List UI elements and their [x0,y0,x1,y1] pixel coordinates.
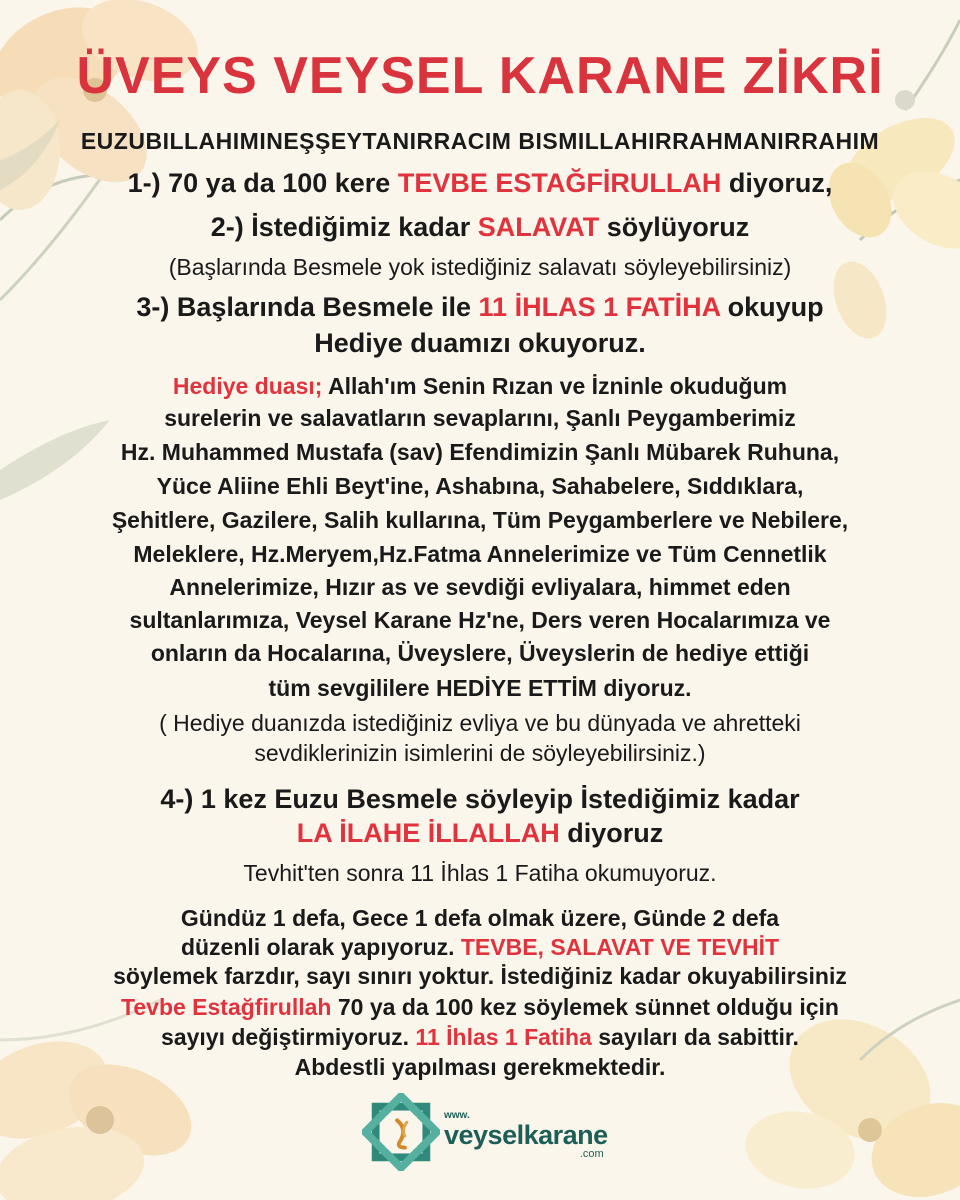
step-2 [0,212,960,243]
closing-line-5-highlight: 11 İhlas 1 Fatiha [415,1024,592,1050]
closing-line [0,934,960,961]
step-4-highlight: LA İLAHE İLLALLAH [296,818,560,848]
logo-www: www. [444,1110,470,1121]
closing-line-4-suffix: 70 ya da 100 kez söylemek sünnet olduğu için [331,994,839,1020]
step-2-suffix: söylüyoruz [599,212,750,242]
logo-text [444,1111,608,1159]
closing-line-2-prefix: düzenli olarak yapıyoruz. [180,934,461,960]
closing-line-5-suffix: sayıları da sabittir. [591,1024,799,1050]
closing-line-2-highlight: TEVBE, SALAVAT VE TEVHİT [460,934,780,960]
gift-prayer-line: Meleklere, Hz.Meryem,Hz.Fatma Annelerimize ve Tüm Cennetlik [133,541,827,567]
logo-mark-icon [362,1093,440,1171]
closing-line [0,994,960,1021]
step-2-note: (Başlarında Besmele yok istediğiniz salavatı söyleyebilirsiniz) [168,254,792,280]
closing-line: Gündüz 1 defa, Gece 1 defa olmak üzere, Günde 2 defa [180,905,780,931]
tevhit-note: Tevhit'ten sonra 11 İhlas 1 Fatiha okumuyoruz. [243,860,717,886]
gift-prayer-line: sultanlarımıza, Veysel Karane Hz'ne, Ders veren Hocalarımıza ve [129,607,831,633]
gift-note-line: ( Hediye duanızda istediğiniz evliya ve bu dünyada ve ahretteki [159,710,801,736]
step-3 [0,292,960,323]
gift-prayer-line: Hz. Muhammed Mustafa (sav) Efendimizin Şanlı Mübarek Ruhuna, [120,439,840,465]
page-title: ÜVEYS VEYSEL KARANE ZİKRİ [76,47,884,105]
gift-note-line: sevdiklerinizin isimlerini de söyleyebilirsiniz.) [254,740,706,766]
step-3-prefix: 3-) Başlarında Besmele ile [136,292,479,322]
step-2-highlight: SALAVAT [477,212,600,242]
step-3-suffix: okuyup [720,292,824,322]
gift-prayer-line-1-rest: Allah'ım Senin Rızan ve İzninle okuduğum [322,373,788,399]
closing-line-5-prefix: sayıyı değiştirmiyoruz. [161,1024,416,1050]
gift-prayer-line: Yüce Aliine Ehli Beyt'ine, Ashabına, Sahabelere, Sıddıklara, [156,473,804,499]
closing-line [0,1024,960,1051]
step-4-suffix: diyoruz [559,818,664,848]
step-1-highlight: TEVBE ESTAĞFİRULLAH [397,168,722,198]
gift-prayer-line-1 [0,373,960,400]
step-3-highlight: 11 İHLAS 1 FATİHA [478,292,721,322]
closing-line: Abdestli yapılması gerekmektedir. [294,1054,666,1080]
step-4: 4-) 1 kez Euzu Besmele söyleyip İstediğimiz kadar [160,784,800,814]
gift-prayer-line: tüm sevgililere HEDİYE ETTİM diyoruz. [268,675,692,701]
gift-prayer-label: Hediye duası; [172,373,323,399]
gift-prayer-line: Annelerimize, Hızır as ve sevdiği evliyalara, himmet eden [169,574,791,600]
brand-logo [362,1093,608,1173]
step-2-prefix: 2-) İstediğimiz kadar [210,212,478,242]
logo-com: .com [579,1148,604,1160]
logo-name: veyselkarane [444,1120,608,1150]
step-4-line-2 [0,818,960,849]
step-1 [0,168,960,199]
step-1-prefix: 1-) 70 ya da 100 kere [127,168,398,198]
closing-line-4-highlight: Tevbe Estağfirullah [121,994,332,1020]
gift-prayer-line: Şehitlere, Gazilere, Salih kullarına, Tüm Peygamberlere ve Nebilere, [111,507,849,533]
step-1-suffix: diyoruz, [721,168,833,198]
closing-line: söylemek farzdır, sayı sınırı yoktur. İstediğiniz kadar okuyabilirsiniz [113,963,847,989]
step-3-line-2: Hediye duamızı okuyoruz. [314,328,646,358]
gift-prayer-line: onların da Hocalarına, Üveyslere, Üveyslerin de hediye ettiği [150,640,810,666]
subtitle: EUZUBILLAHIMINEŞŞEYTANIRRACIM BISMILLAHIRRAHMANIRRAHIM [80,128,880,154]
gift-prayer-line: surelerin ve salavatların sevaplarını, Şanlı Peygamberimiz [164,405,796,431]
